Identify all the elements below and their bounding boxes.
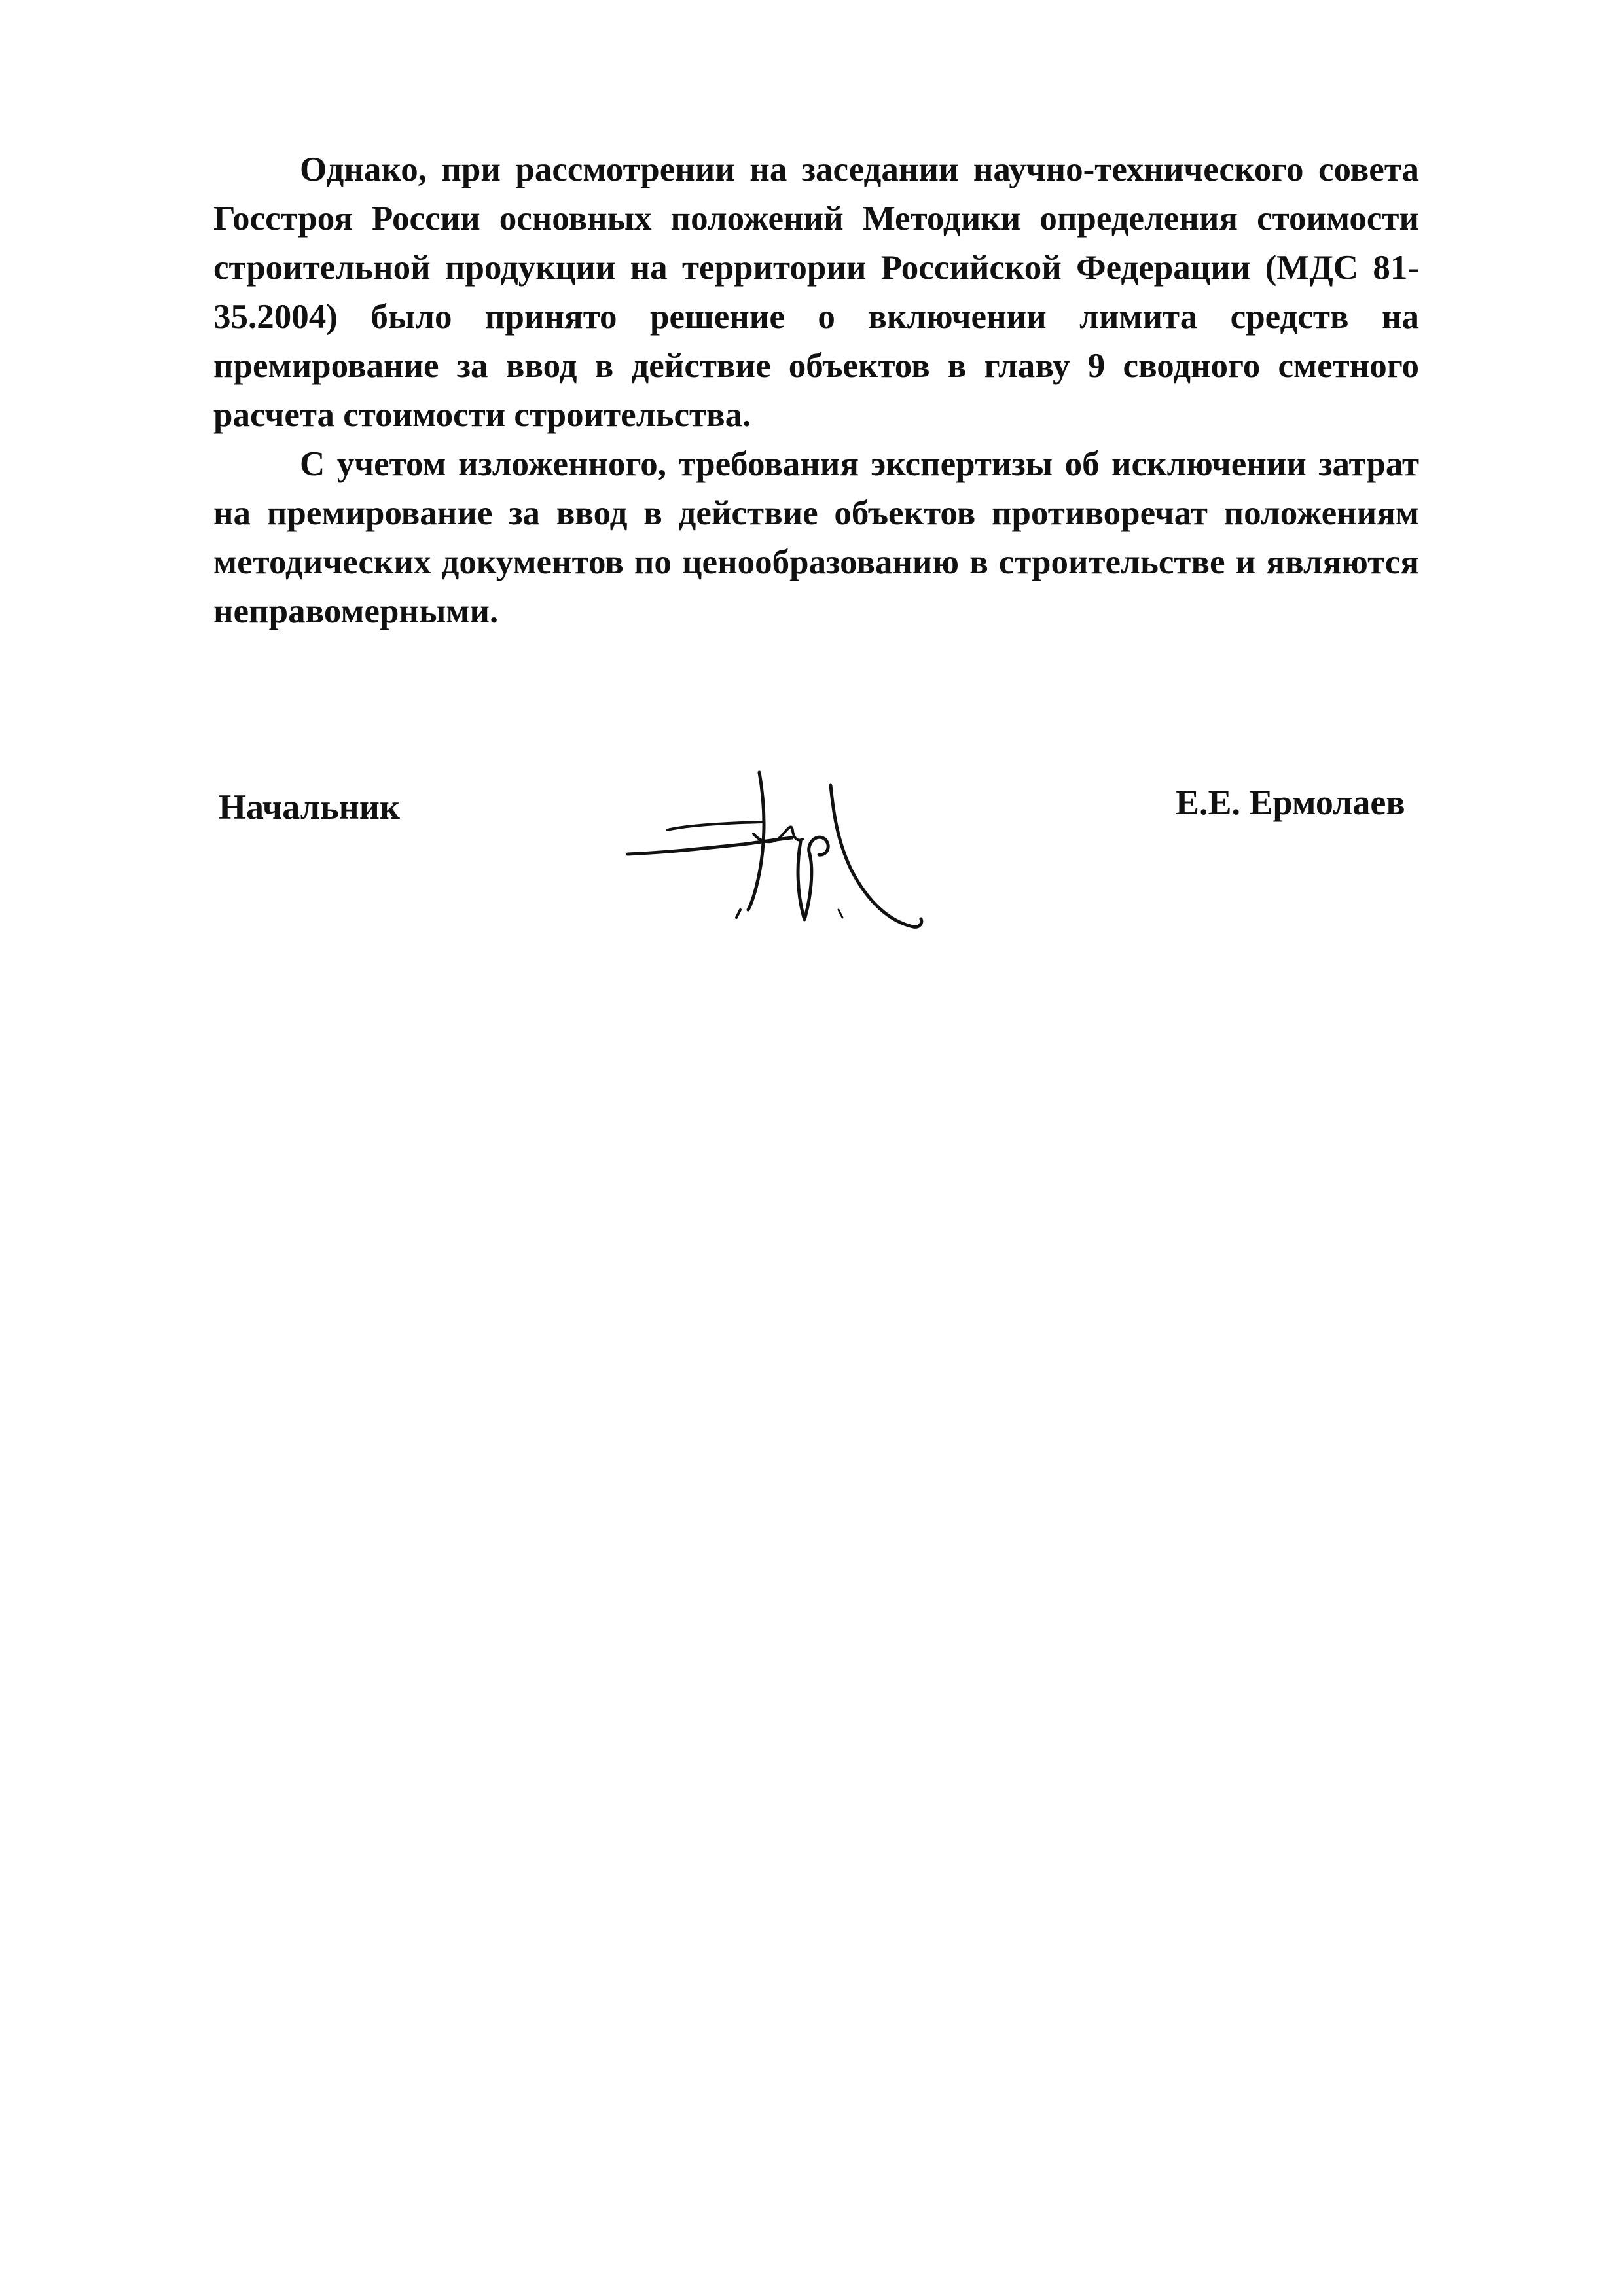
signature-block [0,720,1624,929]
signer-position: Начальник [219,787,400,827]
paragraph-2: С учетом изложенного, требования экспертизы об исключении затрат на премирование за ввод в действие объектов противоречат положениям методических документов по ценообразованию в строительстве и являются неправомерными. [213,445,1419,630]
letter-body [213,145,1419,636]
paragraph-1: Однако, при рассмотрении на заседании научно-технического совета Госстроя России основных положений Методики определения стоимости строительной продукции на территории Российской Федерации (МДС 81-35.2004) было принято решение о включении лимита средств на премирование за ввод в действие объектов в главу 9 сводного сметного расчета стоимости строительства. [213,151,1419,434]
handwritten-signature-image [625,746,992,942]
signer-name: Е.Е. Ермолаев [1176,783,1405,822]
